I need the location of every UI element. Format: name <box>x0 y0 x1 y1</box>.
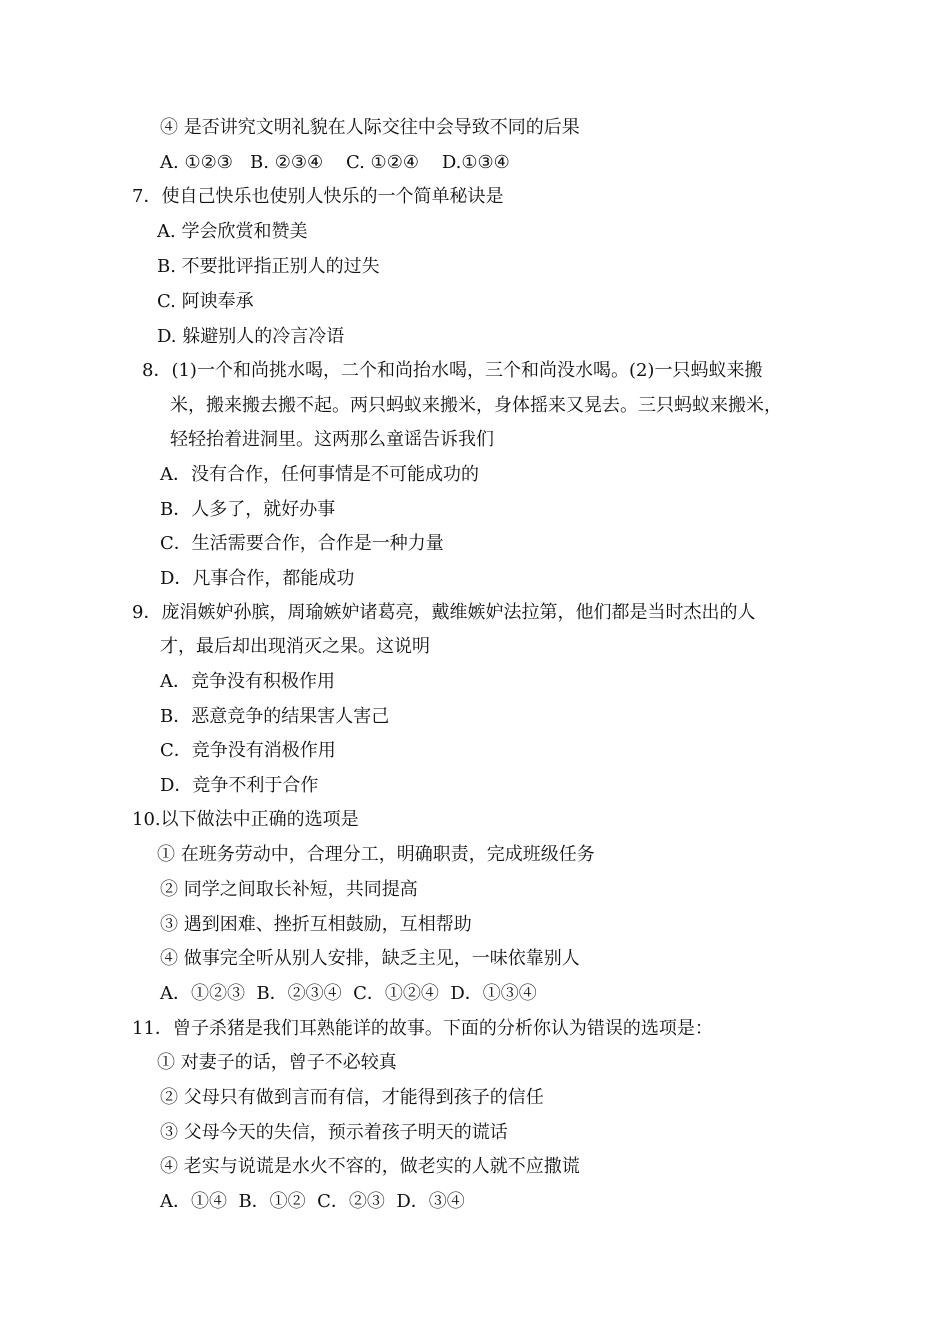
q8-option-d: D．凡事合作，都能成功 <box>160 568 355 589</box>
q7-option-a: A. 学会欣赏和赞美 <box>157 221 308 242</box>
q9-option-d: D．竞争不利于合作 <box>160 775 319 796</box>
q10-item-3: ③ 遇到困难、挫折互相鼓励，互相帮助 <box>160 914 472 935</box>
q8-stem-line-2: 米，搬来搬去搬不起。两只蚂蚁来搬米，身体摇来又晃去。三只蚂蚁来搬米， <box>170 395 782 416</box>
q11-item-2: ② 父母只有做到言而有信，才能得到孩子的信任 <box>160 1087 544 1108</box>
q10-item-2: ② 同学之间取长补短，共同提高 <box>160 879 418 900</box>
q11-options: A．①④ B．①② C．②③ D．③④ <box>160 1191 465 1212</box>
q8-option-a: A．没有合作，任何事情是不可能成功的 <box>160 464 479 485</box>
q7-option-c: C. 阿谀奉承 <box>157 291 254 312</box>
q11-item-4: ④ 老实与说谎是水火不容的，做老实的人就不应撒谎 <box>160 1156 580 1177</box>
q11-stem: 11．曾子杀猪是我们耳熟能详的故事。下面的分析你认为错误的选项是： <box>132 1018 713 1039</box>
q8-stem-line-3: 轻轻抬着进洞里。这两那么童谣告诉我们 <box>170 429 494 450</box>
q8-option-c: C．生活需要合作，合作是一种力量 <box>160 533 444 554</box>
q9-option-a: A．竞争没有积极作用 <box>160 671 335 692</box>
q9-option-b: B．恶意竞争的结果害人害己 <box>160 706 390 727</box>
q7-stem: 7．使自己快乐也使别人快乐的一个简单秘诀是 <box>132 186 504 207</box>
q10-options: A．①②③ B．②③④ C．①②④ D．①③④ <box>160 983 537 1004</box>
q6-options: A. ①②③ B. ②③④ C. ①②④ D.①③④ <box>160 152 510 173</box>
q11-item-1: ① 对妻子的话，曾子不必较真 <box>157 1052 397 1073</box>
q7-option-b: B. 不要批评指正别人的过失 <box>157 256 380 277</box>
q7-option-d: D. 躲避别人的冷言冷语 <box>157 326 345 347</box>
q9-stem-line-2: 才，最后却出现消灭之果。这说明 <box>160 636 430 657</box>
q6-item-4: ④ 是否讲究文明礼貌在人际交往中会导致不同的后果 <box>160 117 580 138</box>
q9-stem-line-1: 9．庞涓嫉妒孙膑，周瑜嫉妒诸葛亮，戴维嫉妒法拉第，他们都是当时杰出的人 <box>132 602 756 623</box>
q10-item-1: ① 在班务劳动中，合理分工，明确职责，完成班级任务 <box>157 844 595 865</box>
q8-option-b: B．人多了，就好办事 <box>160 499 336 520</box>
q10-stem: 10.以下做法中正确的选项是 <box>132 809 359 830</box>
q10-item-4: ④ 做事完全听从别人安排，缺乏主见，一味依靠别人 <box>160 948 580 969</box>
q11-item-3: ③ 父母今天的失信，预示着孩子明天的谎话 <box>160 1122 508 1143</box>
q8-stem-line-1: 8．(1)一个和尚挑水喝，二个和尚抬水喝，三个和尚没水喝。(2)一只蚂蚁来搬 <box>142 360 763 381</box>
q9-option-c: C．竞争没有消极作用 <box>160 740 336 761</box>
